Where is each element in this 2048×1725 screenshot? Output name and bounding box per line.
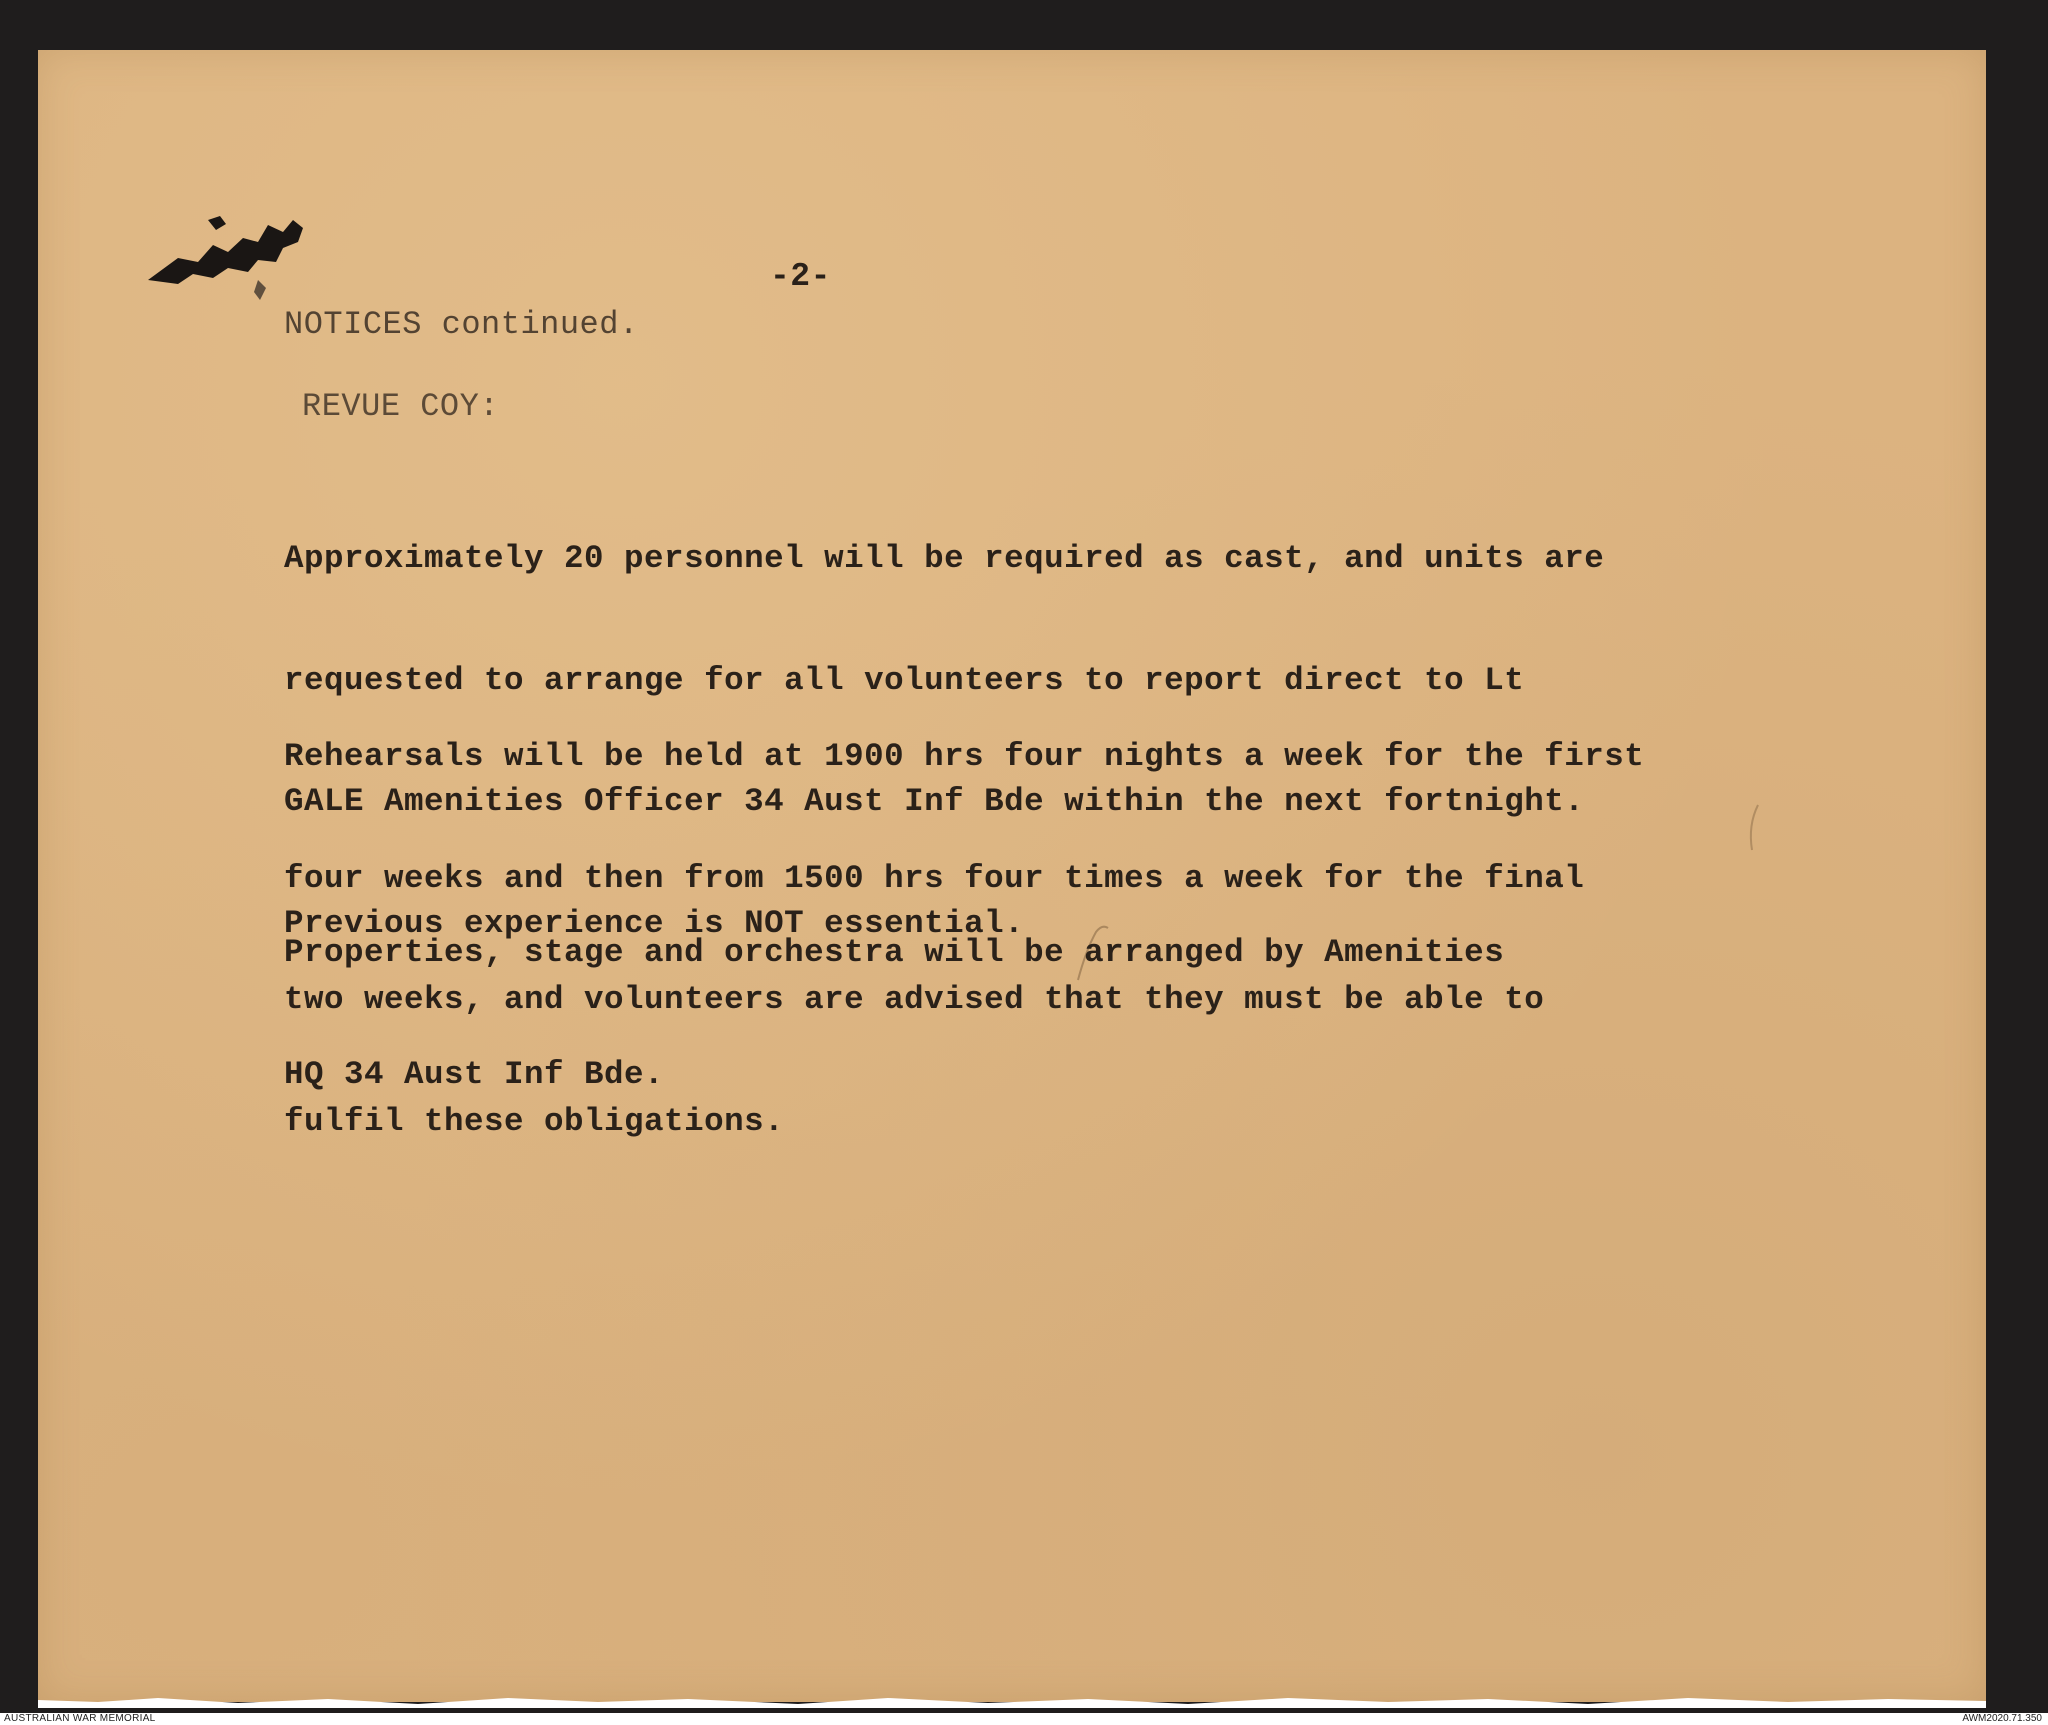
torn-edge (38, 1692, 1986, 1708)
section-heading: REVUE COY: (302, 388, 500, 425)
pencil-mark (1738, 800, 1768, 860)
text-line: fulfil these obligations. (284, 1102, 785, 1140)
page-heading: NOTICES continued. (284, 306, 639, 343)
institution-credit: AUSTRALIAN WAR MEMORIAL (4, 1713, 156, 1724)
text-line: HQ 34 Aust Inf Bde. (284, 1055, 665, 1093)
text-line: Approximately 20 personnel will be required as cast, and units are (284, 540, 1605, 577)
text-line: four weeks and then from 1500 hrs four times a week for the final (284, 859, 1585, 897)
paper-damage-mark (108, 150, 338, 310)
text-line: GALE Amenities Officer 34 Aust Inf Bde within the next fortnight. (284, 783, 1585, 820)
text-line: Rehearsals will be held at 1900 hrs four nights a week for the first (284, 738, 1645, 775)
text-line: Properties, stage and orchestra will be arranged by Amenities (284, 934, 1505, 971)
paragraph-3 (284, 852, 1504, 1136)
catalogue-reference: AWM2020.71.350 (1962, 1713, 2042, 1724)
text-line: requested to arrange for all volunteers to report direct to Lt (284, 661, 1525, 699)
page-number: -2- (770, 258, 831, 295)
text-line: two weeks, and volunteers are advised that they must be able to (284, 981, 1545, 1018)
text-line: Previous experience is NOT essential. (284, 904, 1025, 942)
